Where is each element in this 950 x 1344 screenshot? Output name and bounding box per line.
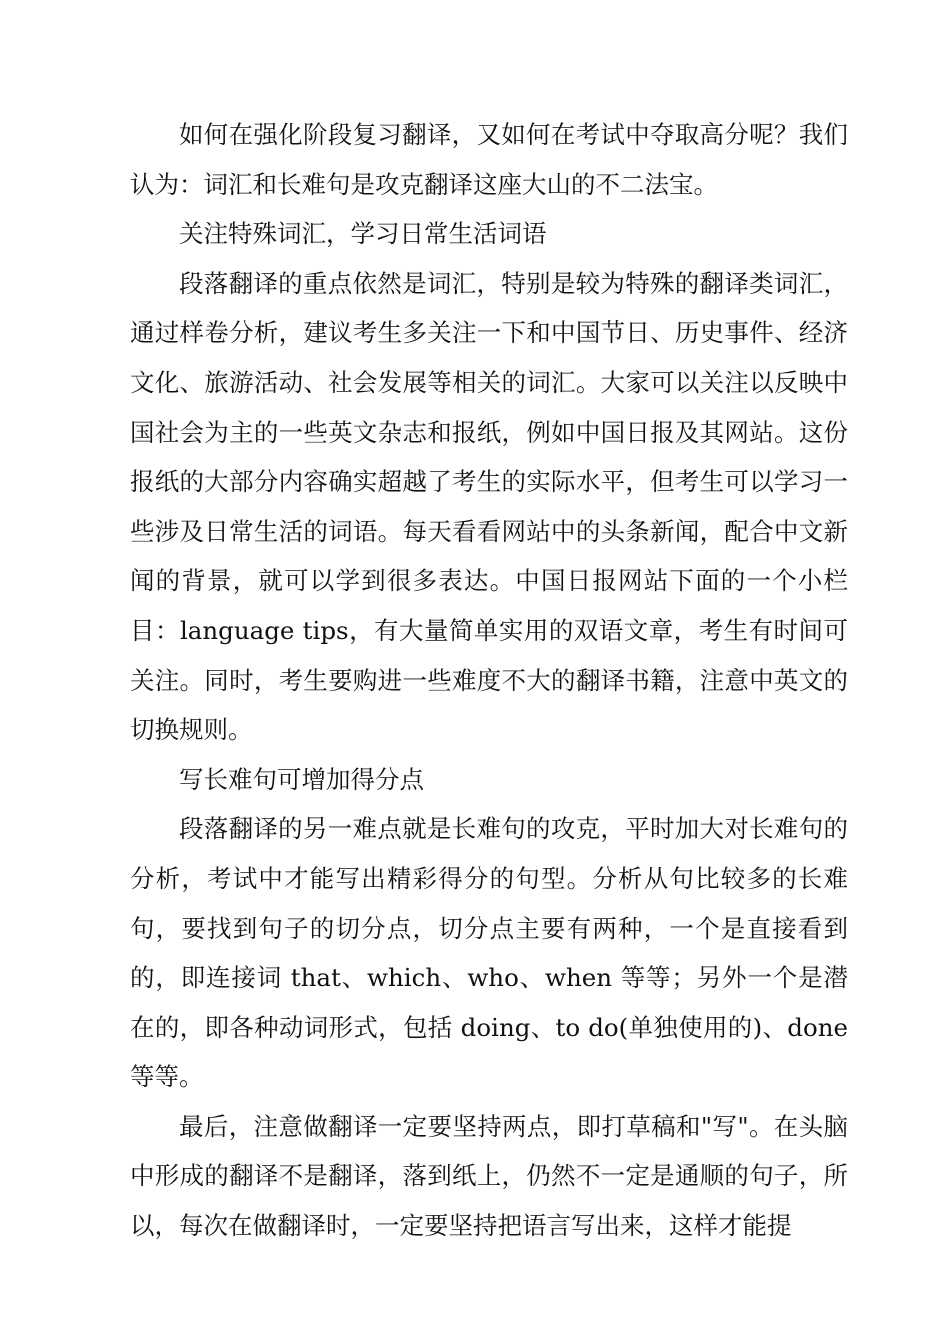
section-heading-vocabulary: 关注特殊词汇，学习日常生活词语	[179, 219, 547, 249]
paragraph-intro: 如何在强化阶段复习翻译，又如何在考试中夺取高分呢？我们认为：词汇和长难句是攻克翻译这座大山的不二法宝。	[130, 120, 848, 199]
section-heading-long-sentences: 写长难句可增加得分点	[179, 764, 424, 794]
document-body	[130, 110, 848, 1251]
paragraph-long-sentences: 段落翻译的另一难点就是长难句的攻克，平时加大对长难句的分析，考试中才能写出精彩得分的句型。分析从句比较多的长难句，要找到句子的切分点，切分点主要有两种，一个是直接看到的，即连接词 that、which、who、when 等等；另外一个是潜在的，即各种动词形式，包括 doing、to do(单独使用的)、done 等等。	[130, 814, 848, 1092]
paragraph-vocabulary: 段落翻译的重点依然是词汇，特别是较为特殊的翻译类词汇，通过样卷分析，建议考生多关注一下和中国节日、历史事件、经济文化、旅游活动、社会发展等相关的词汇。大家可以关注以反映中国社会为主的一些英文杂志和报纸，例如中国日报及其网站。这份报纸的大部分内容确实超越了考生的实际水平，但考生可以学习一些涉及日常生活的词语。每天看看网站中的头条新闻，配合中文新闻的背景，就可以学到很多表达。中国日报网站下面的一个小栏目：language tips，有大量简单实用的双语文章，考生有时间可关注。同时，考生要购进一些难度不大的翻译书籍，注意中英文的切换规则。	[130, 268, 848, 745]
paragraph-conclusion: 最后，注意做翻译一定要坚持两点，即打草稿和"写"。在头脑中形成的翻译不是翻译，落到纸上，仍然不一定是通顺的句子，所以，每次在做翻译时，一定要坚持把语言写出来，这样才能提	[130, 1111, 848, 1241]
